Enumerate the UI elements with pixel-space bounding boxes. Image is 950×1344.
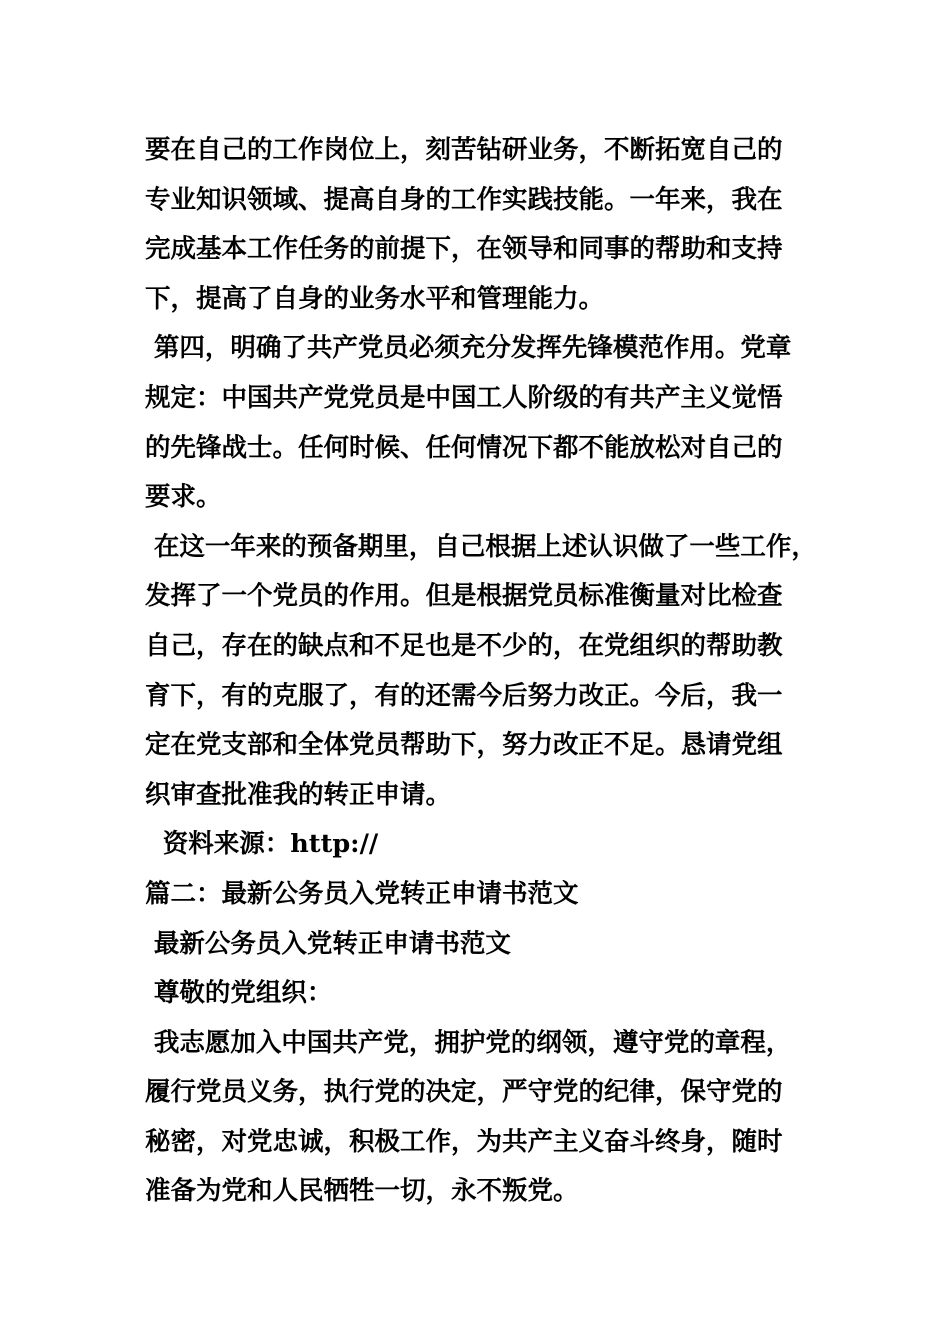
document-title: 最新公务员入党转正申请书范文	[145, 928, 511, 959]
body-line: 育下，有的克服了，有的还需今后努力改正。今后，我一	[145, 680, 783, 711]
body-line: 履行党员义务，执行党的决定，严守党的纪律，保守党的	[145, 1077, 783, 1108]
body-line: 织审查批准我的转正申请。	[145, 779, 452, 810]
body-line: 的先锋战士。任何时候、任何情况下都不能放松对自己的	[145, 432, 783, 463]
body-line: 我志愿加入中国共产党，拥护党的纲领，遵守党的章程，	[145, 1027, 792, 1058]
salutation: 尊敬的党组织：	[145, 978, 333, 1009]
body-line: 定在党支部和全体党员帮助下，努力改正不足。恳请党组	[145, 730, 783, 761]
body-line: 完成基本工作任务的前提下，在领导和同事的帮助和支持	[145, 234, 783, 265]
document-body	[145, 126, 825, 1217]
body-line: 在这一年来的预备期里，自己根据上述认识做了一些工作，	[145, 531, 817, 562]
body-line: 要在自己的工作岗位上，刻苦钻研业务，不断拓宽自己的	[145, 135, 783, 165]
source-line: 资料来源：http://	[145, 829, 379, 860]
body-line: 发挥了一个党员的作用。但是根据党员标准衡量对比检查	[145, 581, 783, 612]
body-line: 第四，明确了共产党员必须充分发挥先锋模范作用。党章	[145, 333, 792, 364]
body-line: 下，提高了自身的业务水平和管理能力。	[145, 283, 605, 314]
body-line: 自己，存在的缺点和不足也是不少的，在党组织的帮助教	[145, 630, 783, 661]
section-heading: 篇二：最新公务员入党转正申请书范文	[145, 878, 579, 909]
body-line: 专业知识领域、提高自身的工作实践技能。一年来，我在	[145, 184, 783, 215]
body-line: 秘密，对党忠诚，积极工作，为共产主义奋斗终身，随时	[145, 1126, 783, 1157]
body-line: 准备为党和人民牺牲一切，永不叛党。	[145, 1176, 579, 1207]
body-line: 规定：中国共产党党员是中国工人阶级的有共产主义觉悟	[145, 382, 783, 413]
body-line: 要求。	[145, 482, 222, 513]
